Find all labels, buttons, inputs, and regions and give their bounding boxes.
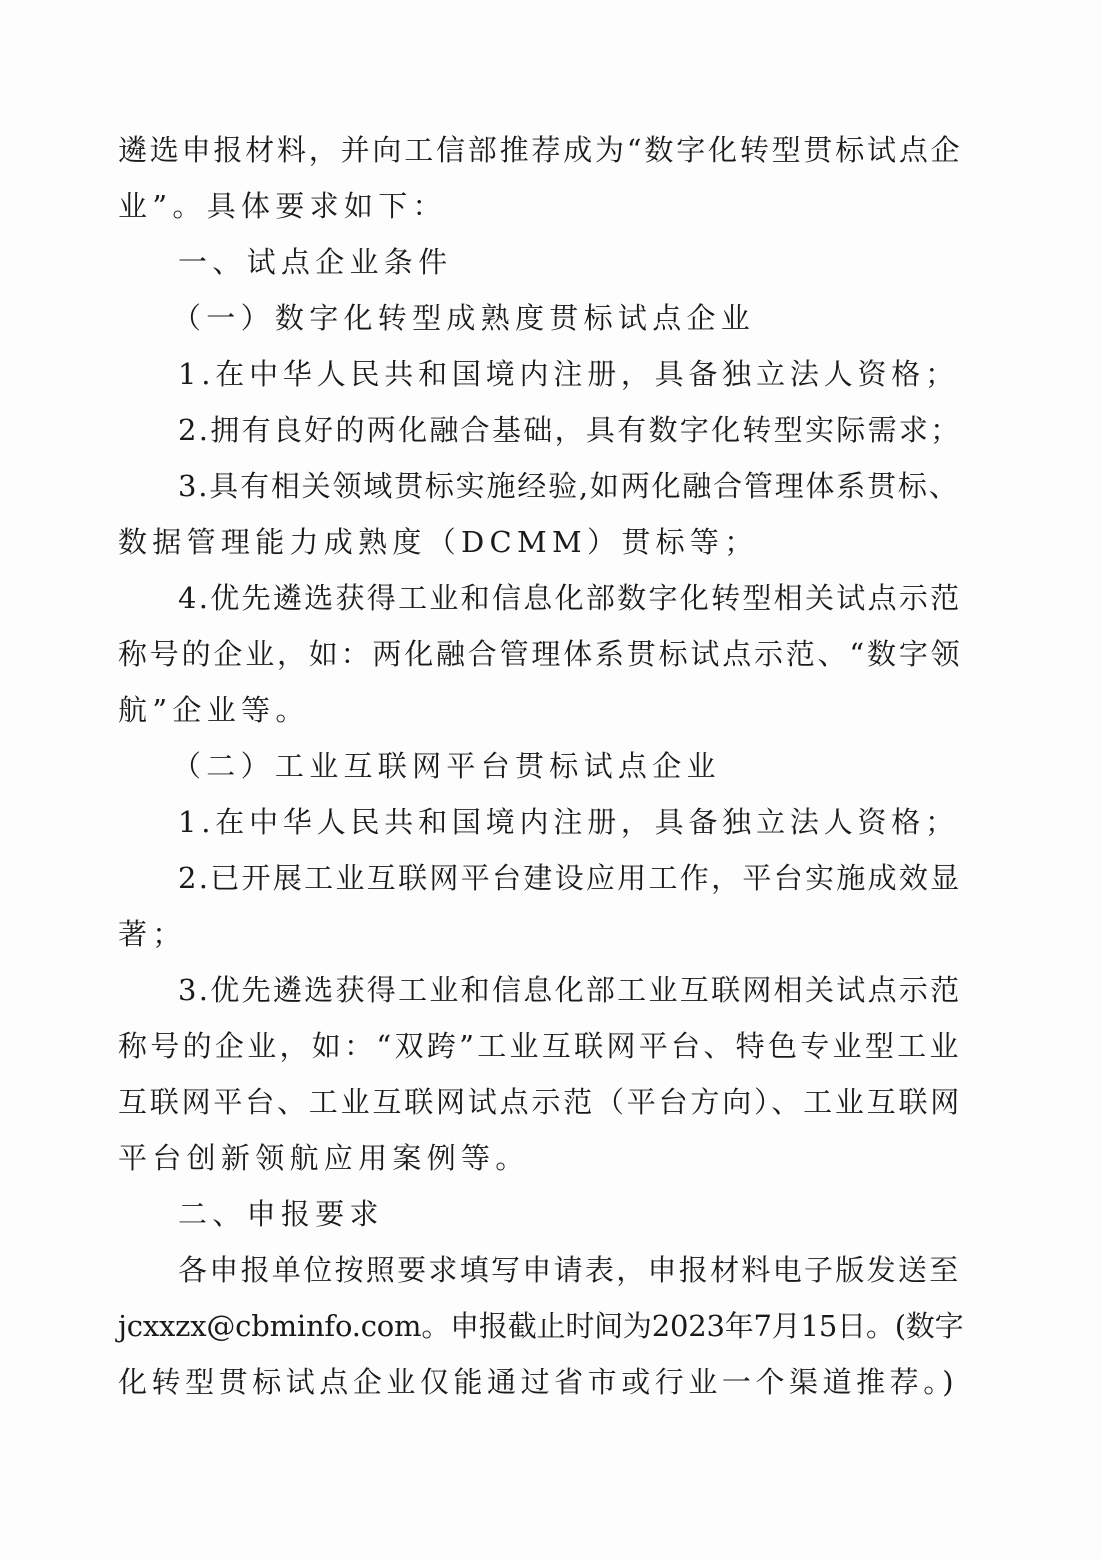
- paragraph-line: 各申报单位按照要求填写申请表，申报材料电子版发送至: [178, 1253, 961, 1287]
- list-item-continuation: 航”企业等。: [118, 693, 310, 727]
- list-item: 3.优先遴选获得工业和信息化部工业互联网相关试点示范: [178, 973, 962, 1007]
- paragraph-line: 化转型贯标试点企业仅能通过省市或行业一个渠道推荐。): [118, 1365, 959, 1399]
- list-item: 1.在中华人民共和国境内注册，具备独立法人资格；: [178, 357, 959, 391]
- list-item: 1.在中华人民共和国境内注册，具备独立法人资格；: [178, 805, 959, 839]
- list-item-continuation: 著；: [118, 917, 187, 951]
- list-item-continuation: 数据管理能力成熟度（DCMM）贯标等；: [118, 525, 759, 559]
- list-item: 3.具有相关领域贯标实施经验,如两化融合管理体系贯标、: [178, 469, 960, 503]
- list-item: 2.已开展工业互联网平台建设应用工作，平台实施成效显: [178, 861, 962, 895]
- paragraph-line: 业”。具体要求如下：: [118, 189, 447, 223]
- list-item: 4.优先遴选获得工业和信息化部数字化转型相关试点示范: [178, 581, 962, 615]
- list-item: 2.拥有良好的两化融合基础，具有数字化转型实际需求；: [178, 413, 962, 447]
- section-heading: 二、申报要求: [178, 1197, 384, 1231]
- subsection-heading: （二）工业互联网平台贯标试点企业: [172, 749, 721, 783]
- paragraph-line: 遴选申报材料，并向工信部推荐成为“数字化转型贯标试点企: [118, 133, 963, 167]
- list-item-continuation: 互联网平台、工业互联网试点示范（平台方向）、工业互联网: [118, 1085, 963, 1119]
- subsection-heading: （一）数字化转型成熟度贯标试点企业: [172, 301, 756, 335]
- list-item-continuation: 称号的企业，如：“双跨”工业互联网平台、特色专业型工业: [118, 1029, 962, 1063]
- section-heading: 一、试点企业条件: [178, 245, 453, 279]
- paragraph-line: jcxxzx@cbminfo.com。申报截止时间为2023年7月15日。(数字: [118, 1309, 964, 1343]
- list-item-continuation: 平台创新领航应用案例等。: [118, 1141, 530, 1175]
- list-item-continuation: 称号的企业，如：两化融合管理体系贯标试点示范、“数字领: [118, 637, 963, 671]
